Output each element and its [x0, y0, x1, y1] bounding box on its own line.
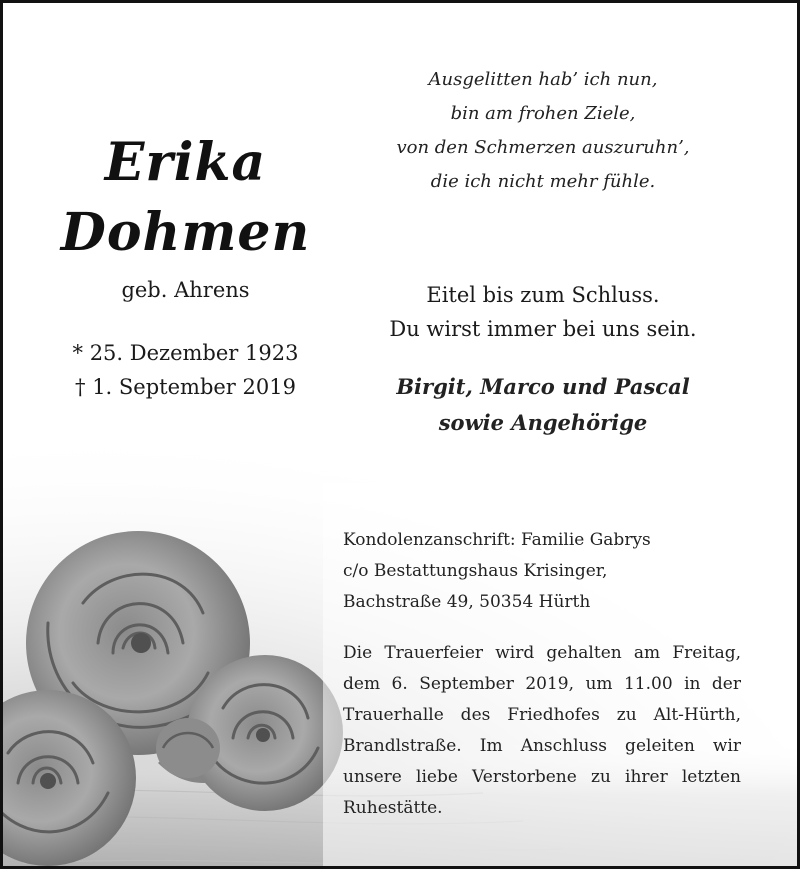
first-name: Erika [104, 132, 267, 193]
quote [348, 278, 738, 346]
quote-line: Eitel bis zum Schluss. [426, 283, 660, 307]
poem [363, 63, 723, 199]
condolence-address [343, 525, 743, 618]
mourners-line: sowie Angehörige [438, 410, 648, 435]
birth-date: * 25. Dezember 1923 [72, 341, 299, 365]
death-date: † 1. September 2019 [75, 375, 296, 399]
funeral-details: Die Trauerfeier wird gehalten am Freitag, dem 6. September 2019, um 11.00 in der Trauerhalle des Friedhofes zu Alt-Hürth, Brandlstraße. Im Anschluss geleiten wir unsere liebe Verstorbene zu ihrer letzten Ruhestätte. [343, 643, 741, 818]
last-name: Dohmen [60, 202, 311, 263]
life-dates [33, 336, 338, 404]
address-line: Kondolenzanschrift: Familie Gabrys [343, 530, 651, 550]
poem-line: die ich nicht mehr fühle. [430, 171, 656, 192]
address-line: c/o Bestattungshaus Krisinger, [343, 561, 608, 581]
poem-line: bin am frohen Ziele, [450, 103, 636, 124]
birth-name: geb. Ahrens [121, 278, 250, 302]
address-line: Bachstraße 49, 50354 Hürth [343, 592, 591, 612]
poem-line: Ausgelitten hab’ ich nun, [428, 69, 658, 90]
mourners-line: Birgit, Marco und Pascal [396, 374, 690, 399]
quote-line: Du wirst immer bei uns sein. [389, 317, 697, 341]
rose-bud [156, 718, 220, 778]
poem-line: von den Schmerzen auszuruhn’, [396, 137, 690, 158]
mourners [348, 369, 738, 441]
